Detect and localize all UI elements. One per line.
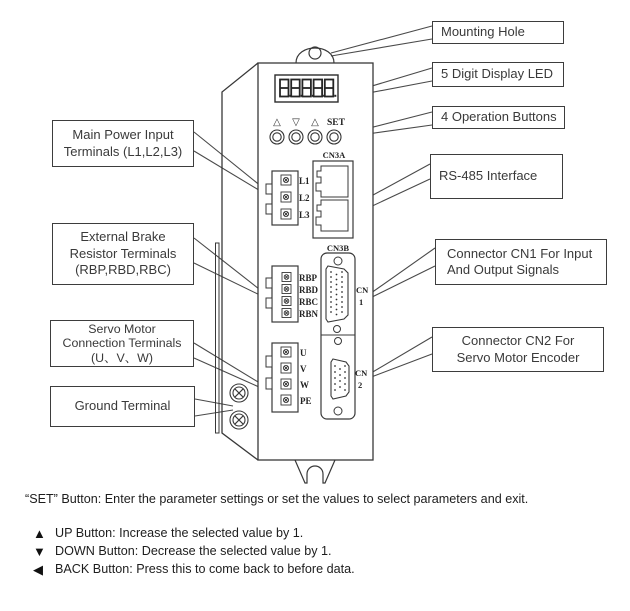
legend-row-back <box>33 561 593 579</box>
rs485-port-cn3a <box>313 150 353 238</box>
legend-down-text: DOWN Button: Decrease the selected value by 1. <box>55 544 332 559</box>
callout-ground-terminal <box>50 386 195 427</box>
rj45-jack-top[interactable] <box>316 166 348 197</box>
rj45-jack-bottom[interactable] <box>316 200 348 231</box>
terminal-label-l1: L1 <box>299 176 310 186</box>
callout-operation-buttons <box>432 106 565 129</box>
ground-screw-bottom[interactable] <box>230 411 248 429</box>
screw-bottom <box>334 407 342 415</box>
callout-servo-motor <box>50 320 194 367</box>
cn1-number-label: 1 <box>359 297 364 307</box>
cn1-tag-label: CN <box>356 285 369 295</box>
terminal-label-u: U <box>300 348 307 358</box>
callout-cn2 <box>432 327 604 372</box>
brake-terminal-block <box>266 266 319 322</box>
led-display <box>275 75 338 102</box>
legend-row-down <box>33 542 593 560</box>
down-triangle-icon[interactable]: ▽ <box>292 117 300 128</box>
callout-main-power-line1: Main Power Input <box>72 127 174 142</box>
cn3a-label: CN3A <box>322 150 346 160</box>
callout-servo-line1: Servo Motor <box>88 321 156 336</box>
callout-brake-line2: Resistor Terminals <box>69 245 177 261</box>
legend-row-up <box>33 524 593 542</box>
callout-cn2-line2: Servo Motor Encoder <box>456 349 580 365</box>
screw-top <box>334 257 342 265</box>
back-filled-triangle-icon: ◀ <box>33 562 43 578</box>
callout-cn2-line1: Connector CN2 For <box>461 333 575 348</box>
terminal-label-w: W <box>300 380 309 390</box>
callout-main-power <box>52 120 194 167</box>
callout-servo-line2: Connection Terminals <box>62 336 182 351</box>
bottom-mounting-tab <box>295 460 335 483</box>
cn2-number-label: 2 <box>358 380 363 390</box>
callout-cn1 <box>435 239 607 285</box>
screw-middle-lower <box>335 338 342 345</box>
terminal-label-l2: L2 <box>299 193 310 203</box>
callout-servo-line3: (U、V、W) <box>91 350 153 365</box>
callout-display-led <box>432 62 564 87</box>
terminal-label-rbc: RBC <box>299 297 319 307</box>
callout-brake-resistor <box>52 223 194 285</box>
callout-ground-text: Ground Terminal <box>74 398 171 414</box>
callout-mounting-hole <box>432 21 564 44</box>
set-button-note <box>25 492 610 507</box>
screw-middle-upper <box>334 326 341 333</box>
up-triangle-icon[interactable]: △ <box>273 117 281 128</box>
down-filled-triangle-icon: ▼ <box>33 544 46 560</box>
terminal-label-l3: L3 <box>299 210 310 220</box>
ground-screw-top[interactable] <box>230 384 248 402</box>
cn2-dsub-connector[interactable] <box>331 359 349 399</box>
callout-mounting-hole-text: Mounting Hole <box>441 24 525 40</box>
callout-main-power-line2: Terminals (L1,L2,L3) <box>63 143 183 159</box>
set-button-note-text: “SET” Button: Enter the parameter settings or set the values to select parameters and exit. <box>25 492 529 506</box>
terminal-label-pe: PE <box>300 396 312 406</box>
terminal-label-rbd: RBD <box>299 285 319 295</box>
terminal-label-v: V <box>300 364 307 374</box>
power-terminal-block <box>266 171 310 225</box>
callout-display-led-text: 5 Digit Display LED <box>441 66 553 82</box>
legend-up-text: UP Button: Increase the selected value by 1. <box>55 525 304 540</box>
set-label: SET <box>327 118 345 128</box>
back-triangle-icon[interactable]: △ <box>311 117 319 128</box>
callout-cn1-line1: Connector CN1 For Input <box>447 245 593 261</box>
callout-operation-buttons-text: 4 Operation Buttons <box>441 109 557 125</box>
callout-brake-line3: (RBP,RBD,RBC) <box>75 262 171 278</box>
up-filled-triangle-icon: ▲ <box>33 525 46 541</box>
callout-rs485 <box>430 154 563 199</box>
mounting-tab <box>296 47 334 63</box>
terminal-label-rbp: RBP <box>299 273 317 283</box>
legend-back-text: BACK Button: Press this to come back to before data. <box>55 562 355 577</box>
cn3b-label: CN3B <box>326 243 350 253</box>
cn2-tag-label: CN <box>355 368 368 378</box>
callout-rs485-text: RS-485 Interface <box>439 168 538 184</box>
terminal-label-rbn: RBN <box>299 309 319 319</box>
callout-brake-line1: External Brake <box>80 229 166 245</box>
button-legend <box>33 524 593 579</box>
callout-cn1-line2: And Output Signals <box>447 262 560 277</box>
